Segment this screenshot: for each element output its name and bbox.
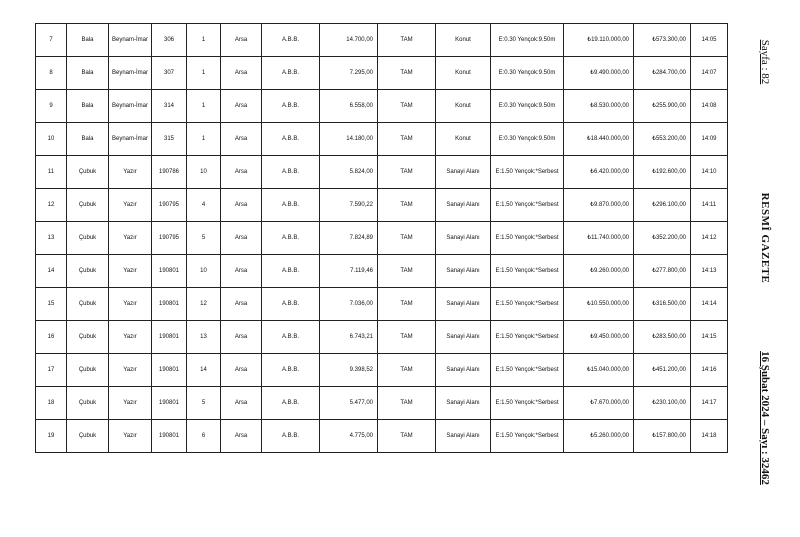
area-cell: 9.398,52 — [320, 354, 378, 387]
price-cell: ₺10.550.000,00 — [564, 288, 634, 321]
deposit-cell: ₺352.200,00 — [634, 222, 691, 255]
building-cell: E:1.50 Yençok:*Serbest — [491, 189, 564, 222]
zoning-cell: Sanayi Alanı — [436, 255, 491, 288]
zoning-cell: Sanayi Alanı — [436, 354, 491, 387]
table-row — [36, 420, 728, 453]
zoning-cell: Sanayi Alanı — [436, 156, 491, 189]
parcel-cell: 6 — [187, 420, 221, 453]
owner-cell: A.B.B. — [262, 57, 320, 90]
deposit-cell: ₺157.800,00 — [634, 420, 691, 453]
neighborhood-cell: Beynam-İmar — [109, 57, 152, 90]
owner-cell: A.B.B. — [262, 255, 320, 288]
neighborhood-cell: Yazır — [109, 321, 152, 354]
price-cell: ₺8.530.000,00 — [564, 90, 634, 123]
parcel-cell: 13 — [187, 321, 221, 354]
table-row — [36, 90, 728, 123]
owner-cell: A.B.B. — [262, 354, 320, 387]
zoning-cell: Sanayi Alanı — [436, 189, 491, 222]
row-number: 9 — [36, 90, 67, 123]
area-cell: 7.295,00 — [320, 57, 378, 90]
building-cell: E:1.50 Yençok:*Serbest — [491, 288, 564, 321]
row-number: 16 — [36, 321, 67, 354]
deposit-cell: ₺573.300,00 — [634, 24, 691, 57]
deposit-cell: ₺255.900,00 — [634, 90, 691, 123]
table-row — [36, 222, 728, 255]
table-row — [36, 288, 728, 321]
type-cell: Arsa — [221, 420, 262, 453]
price-cell: ₺5.260.000,00 — [564, 420, 634, 453]
time-cell: 14:12 — [691, 222, 728, 255]
district-cell: Çubuk — [67, 387, 109, 420]
neighborhood-cell: Yazır — [109, 420, 152, 453]
table-row — [36, 123, 728, 156]
share-cell: TAM — [378, 57, 436, 90]
area-cell: 5.824,00 — [320, 156, 378, 189]
price-cell: ₺19.110.000,00 — [564, 24, 634, 57]
district-cell: Çubuk — [67, 288, 109, 321]
owner-cell: A.B.B. — [262, 123, 320, 156]
row-number: 10 — [36, 123, 67, 156]
share-cell: TAM — [378, 156, 436, 189]
table-row — [36, 354, 728, 387]
time-cell: 14:16 — [691, 354, 728, 387]
neighborhood-cell: Beynam-İmar — [109, 123, 152, 156]
building-cell: E:0.30 Yençok:9.50m — [491, 123, 564, 156]
owner-cell: A.B.B. — [262, 222, 320, 255]
time-cell: 14:17 — [691, 387, 728, 420]
price-cell: ₺9.260.000,00 — [564, 255, 634, 288]
area-cell: 7.036,00 — [320, 288, 378, 321]
owner-cell: A.B.B. — [262, 321, 320, 354]
price-cell: ₺7.670.000,00 — [564, 387, 634, 420]
issue-date: 16 Şubat 2024 – Sayı : 32462 — [759, 351, 771, 485]
zoning-cell: Sanayi Alanı — [436, 288, 491, 321]
time-cell: 14:08 — [691, 90, 728, 123]
deposit-cell: ₺316.500,00 — [634, 288, 691, 321]
building-cell: E:1.50 Yençok:*Serbest — [491, 387, 564, 420]
row-number: 18 — [36, 387, 67, 420]
neighborhood-cell: Yazır — [109, 387, 152, 420]
share-cell: TAM — [378, 123, 436, 156]
parcel-cell: 10 — [187, 255, 221, 288]
page-number: Sayfa : 82 — [759, 39, 771, 85]
deposit-cell: ₺296.100,00 — [634, 189, 691, 222]
share-cell: TAM — [378, 222, 436, 255]
area-cell: 7.824,89 — [320, 222, 378, 255]
parcel-cell: 14 — [187, 354, 221, 387]
type-cell: Arsa — [221, 288, 262, 321]
district-cell: Bala — [67, 90, 109, 123]
district-cell: Çubuk — [67, 189, 109, 222]
block-cell: 315 — [152, 123, 187, 156]
parcel-cell: 1 — [187, 57, 221, 90]
district-cell: Bala — [67, 123, 109, 156]
zoning-cell: Sanayi Alanı — [436, 222, 491, 255]
price-cell: ₺18.440.000,00 — [564, 123, 634, 156]
row-number: 12 — [36, 189, 67, 222]
deposit-cell: ₺283.500,00 — [634, 321, 691, 354]
building-cell: E:0.30 Yençok:9.50m — [491, 57, 564, 90]
district-cell: Çubuk — [67, 354, 109, 387]
zoning-cell: Konut — [436, 57, 491, 90]
block-cell: 190801 — [152, 354, 187, 387]
zoning-cell: Sanayi Alanı — [436, 321, 491, 354]
page-margin-header — [745, 0, 785, 537]
type-cell: Arsa — [221, 321, 262, 354]
block-cell: 190801 — [152, 288, 187, 321]
time-cell: 14:09 — [691, 123, 728, 156]
parcel-cell: 12 — [187, 288, 221, 321]
type-cell: Arsa — [221, 387, 262, 420]
deposit-cell: ₺192.600,00 — [634, 156, 691, 189]
type-cell: Arsa — [221, 24, 262, 57]
building-cell: E:1.50 Yençok:*Serbest — [491, 222, 564, 255]
building-cell: E:1.50 Yençok:*Serbest — [491, 354, 564, 387]
row-number: 8 — [36, 57, 67, 90]
zoning-cell: Konut — [436, 90, 491, 123]
parcel-cell: 1 — [187, 24, 221, 57]
owner-cell: A.B.B. — [262, 90, 320, 123]
district-cell: Çubuk — [67, 321, 109, 354]
gazette-title: RESMÎ GAZETE — [759, 192, 771, 284]
type-cell: Arsa — [221, 156, 262, 189]
price-cell: ₺9.490.000,00 — [564, 57, 634, 90]
district-cell: Çubuk — [67, 255, 109, 288]
table-row — [36, 387, 728, 420]
block-cell: 190795 — [152, 189, 187, 222]
row-number: 14 — [36, 255, 67, 288]
type-cell: Arsa — [221, 123, 262, 156]
district-cell: Bala — [67, 57, 109, 90]
table-row — [36, 57, 728, 90]
block-cell: 306 — [152, 24, 187, 57]
row-number: 17 — [36, 354, 67, 387]
block-cell: 190801 — [152, 420, 187, 453]
zoning-cell: Konut — [436, 24, 491, 57]
block-cell: 190795 — [152, 222, 187, 255]
type-cell: Arsa — [221, 255, 262, 288]
deposit-cell: ₺277.800,00 — [634, 255, 691, 288]
neighborhood-cell: Beynam-İmar — [109, 24, 152, 57]
neighborhood-cell: Yazır — [109, 222, 152, 255]
owner-cell: A.B.B. — [262, 288, 320, 321]
block-cell: 314 — [152, 90, 187, 123]
owner-cell: A.B.B. — [262, 420, 320, 453]
type-cell: Arsa — [221, 90, 262, 123]
parcel-cell: 5 — [187, 387, 221, 420]
table-row — [36, 255, 728, 288]
share-cell: TAM — [378, 24, 436, 57]
block-cell: 190801 — [152, 387, 187, 420]
area-cell: 7.119,46 — [320, 255, 378, 288]
auction-table — [35, 23, 728, 453]
time-cell: 14:18 — [691, 420, 728, 453]
time-cell: 14:10 — [691, 156, 728, 189]
time-cell: 14:05 — [691, 24, 728, 57]
building-cell: E:0.30 Yençok:9.50m — [491, 90, 564, 123]
parcel-cell: 5 — [187, 222, 221, 255]
area-cell: 6.743,21 — [320, 321, 378, 354]
share-cell: TAM — [378, 387, 436, 420]
table-row — [36, 189, 728, 222]
time-cell: 14:13 — [691, 255, 728, 288]
area-cell: 14.700,00 — [320, 24, 378, 57]
district-cell: Bala — [67, 24, 109, 57]
area-cell: 5.477,00 — [320, 387, 378, 420]
zoning-cell: Konut — [436, 123, 491, 156]
building-cell: E:1.50 Yençok:*Serbest — [491, 156, 564, 189]
block-cell: 307 — [152, 57, 187, 90]
parcel-cell: 10 — [187, 156, 221, 189]
price-cell: ₺11.740.000,00 — [564, 222, 634, 255]
row-number: 11 — [36, 156, 67, 189]
share-cell: TAM — [378, 420, 436, 453]
building-cell: E:1.50 Yençok:*Serbest — [491, 321, 564, 354]
share-cell: TAM — [378, 90, 436, 123]
share-cell: TAM — [378, 354, 436, 387]
deposit-cell: ₺230.100,00 — [634, 387, 691, 420]
row-number: 13 — [36, 222, 67, 255]
table-body — [36, 24, 728, 453]
type-cell: Arsa — [221, 354, 262, 387]
zoning-cell: Sanayi Alanı — [436, 387, 491, 420]
owner-cell: A.B.B. — [262, 189, 320, 222]
price-cell: ₺9.870.000,00 — [564, 189, 634, 222]
district-cell: Çubuk — [67, 156, 109, 189]
owner-cell: A.B.B. — [262, 387, 320, 420]
neighborhood-cell: Yazır — [109, 156, 152, 189]
area-cell: 4.775,00 — [320, 420, 378, 453]
neighborhood-cell: Yazır — [109, 354, 152, 387]
block-cell: 190801 — [152, 321, 187, 354]
deposit-cell: ₺553.200,00 — [634, 123, 691, 156]
parcel-cell: 4 — [187, 189, 221, 222]
time-cell: 14:15 — [691, 321, 728, 354]
owner-cell: A.B.B. — [262, 24, 320, 57]
deposit-cell: ₺284.700,00 — [634, 57, 691, 90]
row-number: 7 — [36, 24, 67, 57]
deposit-cell: ₺451.200,00 — [634, 354, 691, 387]
area-cell: 7.590,22 — [320, 189, 378, 222]
type-cell: Arsa — [221, 189, 262, 222]
share-cell: TAM — [378, 288, 436, 321]
price-cell: ₺9.450.000,00 — [564, 321, 634, 354]
time-cell: 14:07 — [691, 57, 728, 90]
type-cell: Arsa — [221, 222, 262, 255]
district-cell: Çubuk — [67, 222, 109, 255]
neighborhood-cell: Yazır — [109, 189, 152, 222]
row-number: 19 — [36, 420, 67, 453]
parcel-cell: 1 — [187, 123, 221, 156]
share-cell: TAM — [378, 321, 436, 354]
neighborhood-cell: Beynam-İmar — [109, 90, 152, 123]
area-cell: 14.180,00 — [320, 123, 378, 156]
parcel-cell: 1 — [187, 90, 221, 123]
time-cell: 14:11 — [691, 189, 728, 222]
neighborhood-cell: Yazır — [109, 288, 152, 321]
table-row — [36, 24, 728, 57]
table-row — [36, 156, 728, 189]
share-cell: TAM — [378, 189, 436, 222]
area-cell: 6.558,00 — [320, 90, 378, 123]
neighborhood-cell: Yazır — [109, 255, 152, 288]
share-cell: TAM — [378, 255, 436, 288]
table-row — [36, 321, 728, 354]
time-cell: 14:14 — [691, 288, 728, 321]
price-cell: ₺15.040.000,00 — [564, 354, 634, 387]
building-cell: E:1.50 Yençok:*Serbest — [491, 420, 564, 453]
price-cell: ₺6.420.000,00 — [564, 156, 634, 189]
block-cell: 190801 — [152, 255, 187, 288]
row-number: 15 — [36, 288, 67, 321]
zoning-cell: Sanayi Alanı — [436, 420, 491, 453]
block-cell: 190786 — [152, 156, 187, 189]
building-cell: E:1.50 Yençok:*Serbest — [491, 255, 564, 288]
district-cell: Çubuk — [67, 420, 109, 453]
type-cell: Arsa — [221, 57, 262, 90]
building-cell: E:0.30 Yençok:9.50m — [491, 24, 564, 57]
owner-cell: A.B.B. — [262, 156, 320, 189]
